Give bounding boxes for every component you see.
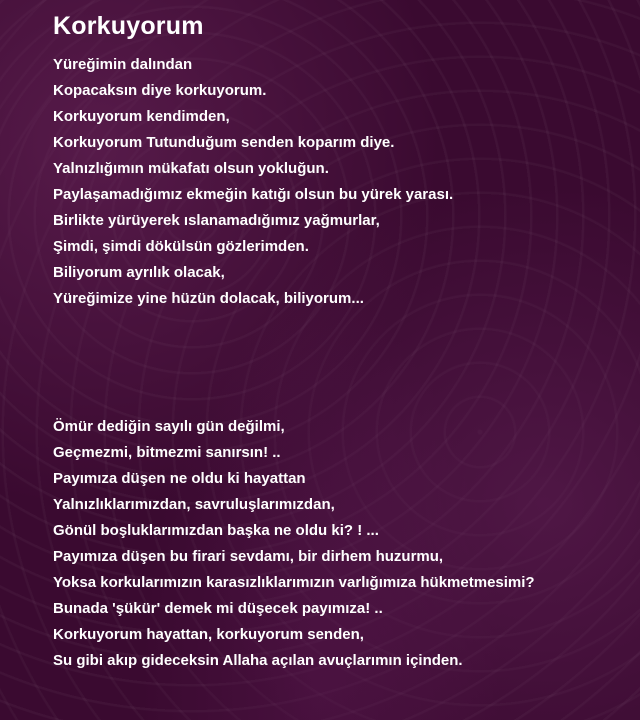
poem-line: Bunada 'şükür' demek mi düşecek payımıza! .. (53, 600, 383, 617)
poem-line: Payımıza düşen ne oldu ki hayattan (53, 470, 306, 487)
poem-line: Su gibi akıp gideceksin Allaha açılan avuçlarımın içinden. (53, 652, 463, 669)
stanza-1 (53, 52, 623, 312)
poem-line: Payımıza düşen bu firari sevdamı, bir dirhem huzurmu, (53, 548, 444, 565)
poem-line: Korkuyorum Tutunduğum senden koparım diye. (53, 134, 395, 151)
poem-line: Yalnızlıklarımızdan, savruluşlarımızdan, (53, 496, 335, 513)
poem-line: Yüreğimize yine hüzün dolacak, biliyorum... (53, 290, 364, 307)
poem-line: Yoksa korkularımızın karasızlıklarımızın varlığımıza hükmetmesimi? (53, 574, 535, 591)
poem-line: Korkuyorum hayattan, korkuyorum senden, (53, 626, 364, 643)
poem-line: Geçmezmi, bitmezmi sanırsın! .. (53, 444, 281, 461)
poem-line: Kopacaksın diye korkuyorum. (53, 82, 267, 99)
poem-line: Şimdi, şimdi dökülsün gözlerimden. (53, 238, 309, 255)
poem-line: Paylaşamadığımız ekmeğin katığı olsun bu yürek yarası. (53, 186, 454, 203)
poem-line: Ömür dediğin sayılı gün değilmi, (53, 418, 285, 435)
poem-title: Korkuyorum (53, 12, 204, 40)
poem-line: Yüreğimin dalından (53, 56, 193, 73)
poem-line: Korkuyorum kendimden, (53, 108, 230, 125)
poem-line: Birlikte yürüyerek ıslanamadığımız yağmurlar, (53, 212, 380, 229)
poem-line: Yalnızlığımın mükafatı olsun yokluğun. (53, 160, 329, 177)
poem (53, 10, 623, 674)
stanza-2 (53, 414, 623, 674)
poem-line: Gönül boşluklarımızdan başka ne oldu ki? ! ... (53, 522, 379, 539)
poem-line: Biliyorum ayrılık olacak, (53, 264, 225, 281)
